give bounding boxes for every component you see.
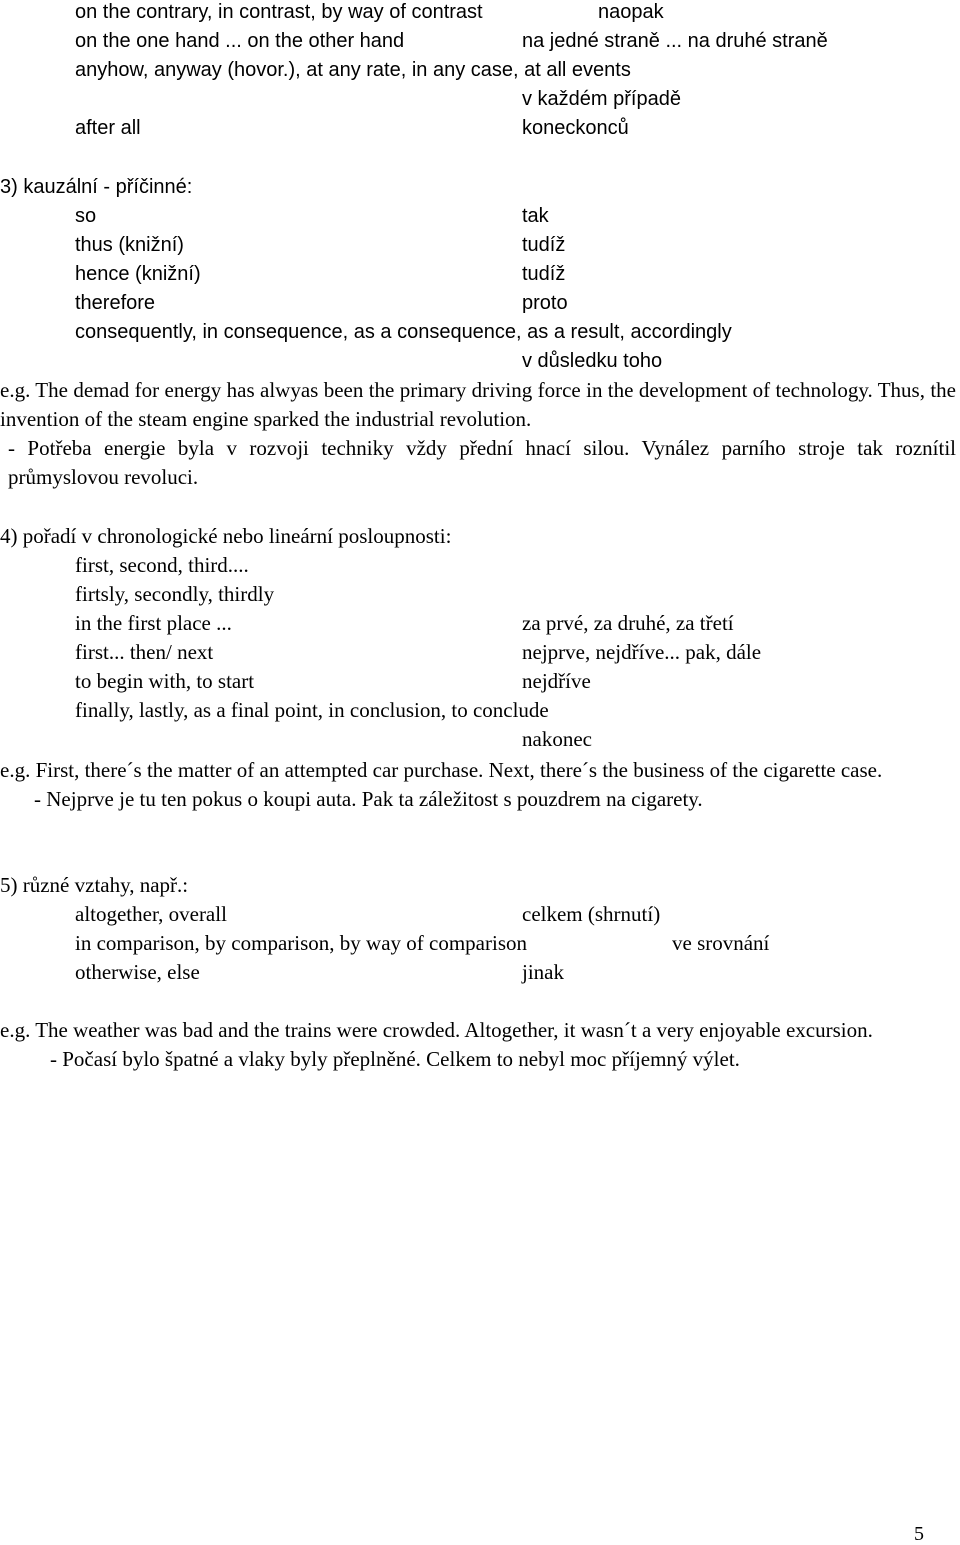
section-heading-causal: 3) kauzální - příčinné: xyxy=(0,176,193,198)
phrase-cz-srovnani: ve srovnání xyxy=(672,931,770,955)
phrase-en-altogether: altogether, overall xyxy=(75,902,227,926)
phrase-en-first-second: first, second, third.... xyxy=(75,553,249,577)
phrase-en-firstly: firtsly, secondly, thirdly xyxy=(75,582,275,606)
example-order-en: e.g. First, there´s the matter of an attempted car purchase. Next, there´s the business of the cigarette case. xyxy=(0,758,883,782)
phrase-cz-kazdem: v každém případě xyxy=(522,88,681,110)
phrase-en-contrary: on the contrary, in contrast, by way of contrast xyxy=(75,1,483,23)
phrase-en-then-next: first... then/ next xyxy=(75,640,214,664)
phrase-en-otherwise: otherwise, else xyxy=(75,960,200,984)
phrase-cz-za-prve: za prvé, za druhé, za třetí xyxy=(522,611,734,635)
phrase-cz-tudiz-2: tudíž xyxy=(522,263,566,285)
phrase-cz-naopak: naopak xyxy=(598,1,664,23)
phrase-en-comparison: in comparison, by comparison, by way of comparison xyxy=(75,931,527,955)
example-causal xyxy=(0,376,956,492)
example-various xyxy=(0,1016,956,1074)
phrase-en-after-all: after all xyxy=(75,117,141,139)
phrase-cz-proto: proto xyxy=(522,292,568,314)
example-causal-en: e.g. The demad for energy has alwyas been the primary driving force in the development of technology. Thus, the invention of the steam engine sparked the industrial revolution. xyxy=(0,378,956,431)
phrase-en-hence: hence (knižní) xyxy=(75,263,201,285)
phrase-en-one-hand: on the one hand ... on the other hand xyxy=(75,30,405,52)
phrase-cz-nejprve: nejprve, nejdříve... pak, dále xyxy=(522,640,762,664)
example-various-cz: - Počasí bylo špatné a vlaky byly přeplněné. Celkem to nebyl moc příjemný výlet. xyxy=(50,1047,740,1071)
phrase-en-so: so xyxy=(75,205,97,227)
phrase-cz-dusledku: v důsledku toho xyxy=(522,350,663,372)
example-causal-cz: - Potřeba energie byla v rozvoji techniky vždy přední hnací silou. Vynález parního stroje tak roznítil průmyslovou revoluci. xyxy=(8,436,956,489)
phrase-cz-tudiz-1: tudíž xyxy=(522,234,566,256)
phrase-en-therefore: therefore xyxy=(75,292,156,314)
phrase-cz-nakonec: nakonec xyxy=(522,727,592,751)
phrase-cz-jinak: jinak xyxy=(522,960,564,984)
example-order-cz: - Nejprve je tu ten pokus o koupi auta. Pak ta záležitost s pouzdrem na cigarety. xyxy=(34,787,703,811)
example-order xyxy=(0,756,956,814)
section-heading-order: 4) pořadí v chronologické nebo lineární posloupnosti: xyxy=(0,524,452,548)
phrase-en-anyhow: anyhow, anyway (hovor.), at any rate, in any case, at all events xyxy=(75,59,631,81)
phrase-en-consequently: consequently, in consequence, as a consequence, as a result, accordingly xyxy=(75,321,732,343)
page-number: 5 xyxy=(914,1523,924,1545)
phrase-cz-tak: tak xyxy=(522,205,549,227)
phrase-en-first-place: in the first place ... xyxy=(75,611,232,635)
phrase-cz-koneckoncu: koneckonců xyxy=(522,117,629,139)
phrase-en-thus: thus (knižní) xyxy=(75,234,184,256)
phrase-cz-celkem: celkem (shrnutí) xyxy=(522,902,661,926)
phrase-cz-nejdrive: nejdříve xyxy=(522,669,591,693)
phrase-en-finally: finally, lastly, as a final point, in conclusion, to conclude xyxy=(75,698,549,722)
phrase-cz-strane: na jedné straně ... na druhé straně xyxy=(522,30,828,52)
section-heading-various: 5) různé vztahy, např.: xyxy=(0,873,189,897)
example-various-en: e.g. The weather was bad and the trains were crowded. Altogether, it wasn´t a very enjoyable excursion. xyxy=(0,1018,873,1042)
phrase-en-begin-with: to begin with, to start xyxy=(75,669,255,693)
